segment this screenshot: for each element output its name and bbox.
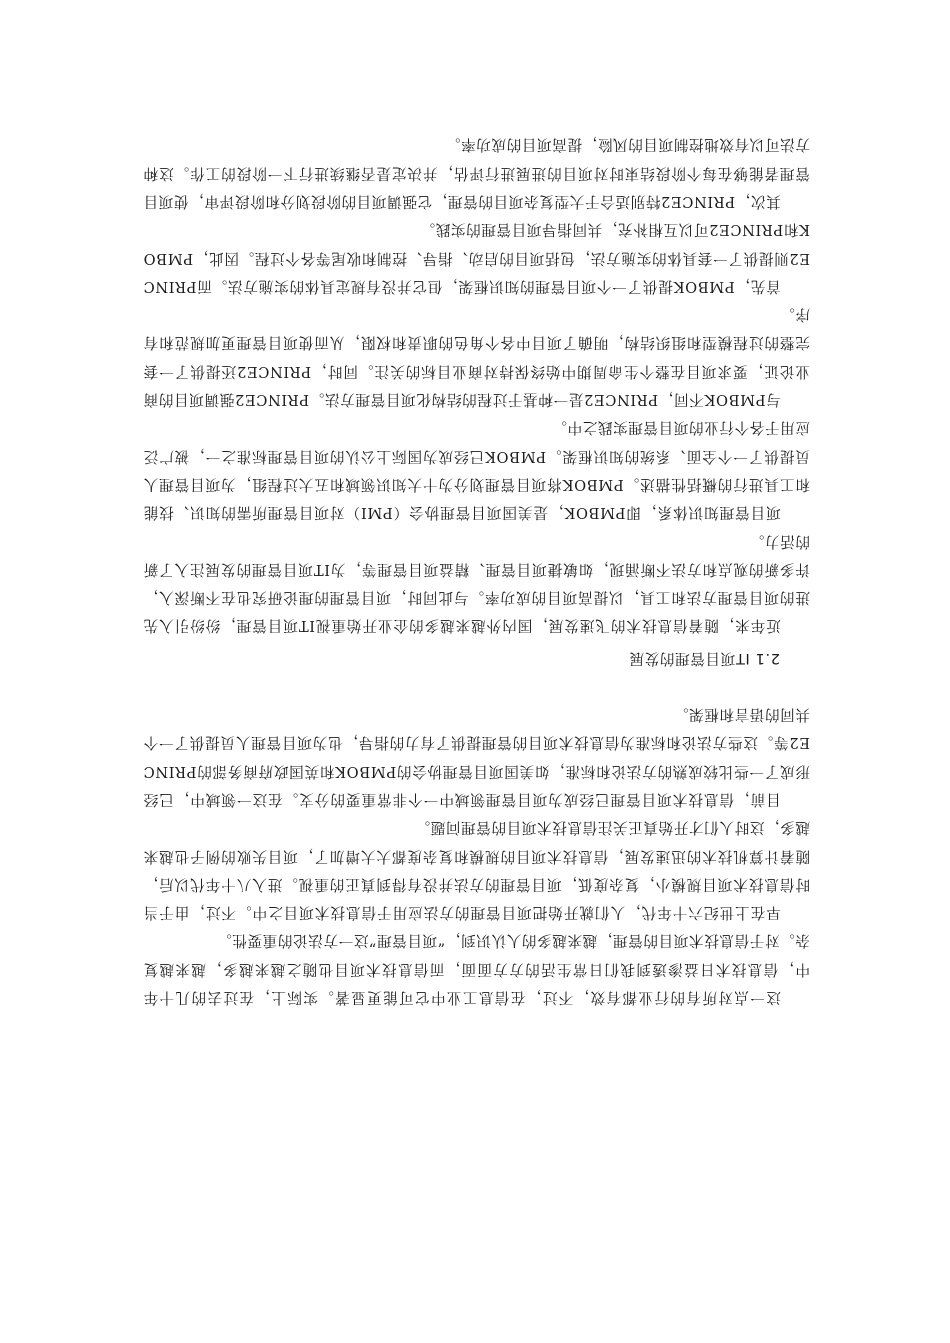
paragraph: 其次，PRINCE2特别适合于大型复杂项目的管理，它强调项目的阶段划分和阶段评审，使项目管理者能够在每个阶段结束时对项目的进展进行评估，并决定是否继续进行下一阶段的工作。这种方法可以有效地控制项目的风险，提高项目的成功率。 xyxy=(143,136,810,210)
paragraph: 与PMBOK不同，PRINCE2是一种基于过程的结构化项目管理方法。PRINCE2强调项目的商业论证，要求项目在整个生命周期中始终保持对商业目标的关注。同时，PRINCE2还提供了一套完整的过程模型和组织结构，明确了项目中各个角色的职责和权限，从而使项目管理更加规范和有序。 xyxy=(143,306,810,408)
paragraph: 目前，信息技术项目管理已经成为项目管理领域中一个非常重要的分支。在这一领域中，已经形成了一些比较成熟的方法论和标准，如美国项目管理协会的PMBOK和英国政府商务部的PRINCE2等。这些方法论和标准为信息技术项目的管理提供了有力的指导，也为项目管理人员提供了一个共同的语言和框架。 xyxy=(143,705,810,808)
document-body xyxy=(143,130,810,1011)
paragraph: 近年来，随着信息技术的飞速发展，国内外越来越多的企业开始重视IT项目管理，纷纷引入先进的项目管理方法和工具，以提高项目的成功率。与此同时，项目管理的理论研究也在不断深入，许多新的观点和方法不断涌现，如敏捷项目管理、精益项目管理等，为IT项目管理的发展注入了新的活力。 xyxy=(143,532,810,635)
section-heading: 2.1 IT项目管理的发展 xyxy=(628,649,780,667)
paragraph: 项目管理知识体系，即PMBOK，是美国项目管理协会（PMI）对项目管理所需的知识、技能和工具进行的概括性描述。PMBOK将项目管理划分为十大知识领域和五大过程组，为项目管理人员提供了一个全面、系统的知识框架。PMBOK已经成为国际上公认的项目管理标准之一，被广泛应用于各个行业的项目管理实践之中。 xyxy=(143,419,810,522)
paragraph: 早在上世纪六十年代，人们就开始把项目管理的方法应用于信息技术项目之中。不过，由于当时信息技术项目规模小，复杂度低，项目管理的方法并没有得到真正的重视。进入八十年代以后，随着计算机技术的迅速发展，信息技术项目的规模和复杂度都大大增加了，项目失败的例子也越来越多，这时人们才开始真正关注信息技术项目的管理问题。 xyxy=(143,819,810,922)
paragraph: 首先，PMBOK提供了一个项目管理的知识框架，但它并没有规定具体的实施方法。而PRINCE2则提供了一套具体的实施方法，包括项目的启动、指导、控制和收尾等各个过程。因此，PMBOK和PRINCE2可以互相补充，共同指导项目管理的实践。 xyxy=(143,221,810,295)
paragraph: 这一点对所有的行业都有效，不过，在信息工业中它可能更显著。实际上，在过去的几十年中，信息技术日益渗透到我们日常生活的方方面面，而信息技术项目也随之越来越多，越来越复杂。对于信息技术项目的管理，越来越多的人认识到，“项目管理”这一方法论的重要性。 xyxy=(143,932,810,1006)
